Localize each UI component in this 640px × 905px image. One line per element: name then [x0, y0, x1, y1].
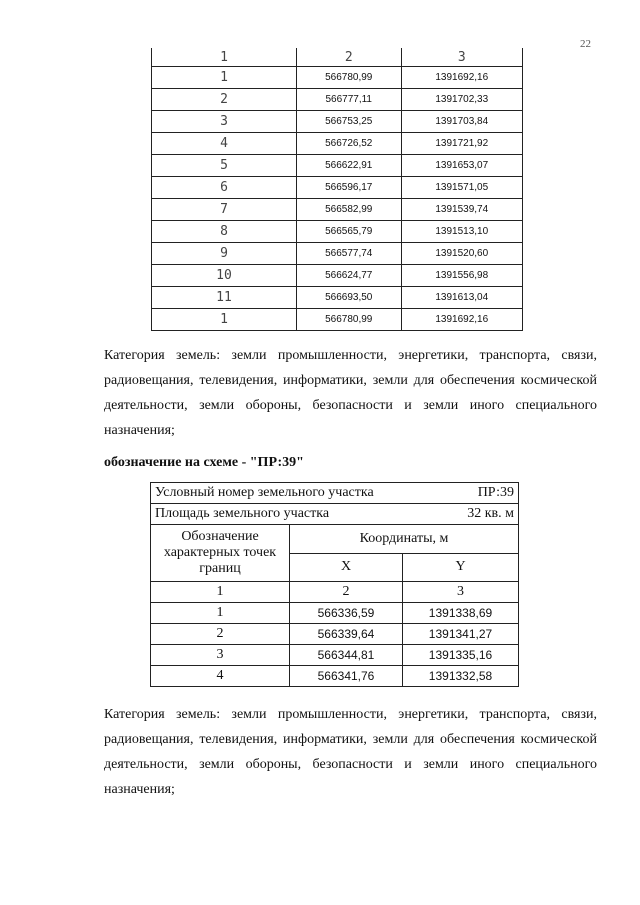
x-coordinate: 566565,79 [296, 221, 401, 243]
point-number: 6 [152, 177, 297, 199]
table-row [152, 111, 523, 133]
x-coordinate: 566622,91 [296, 155, 401, 177]
table-row [151, 645, 519, 666]
y-coordinate: 1391721,92 [401, 133, 522, 155]
land-category-paragraph [104, 702, 597, 802]
plot-number-label: Условный номер земельного участка [155, 485, 374, 500]
table-row [152, 177, 523, 199]
table-row [151, 624, 519, 645]
table-row [152, 89, 523, 111]
y-coordinate: 1391692,16 [401, 67, 522, 89]
point-number: 11 [152, 287, 297, 309]
table-row [151, 666, 519, 687]
table-row [152, 221, 523, 243]
y-header: Y [403, 553, 519, 582]
point-number: 8 [152, 221, 297, 243]
table-row [151, 603, 519, 624]
x-coordinate: 566344,81 [290, 645, 403, 666]
page-number: 22 [580, 38, 591, 50]
x-coordinate: 566624,77 [296, 265, 401, 287]
point-number: 4 [151, 666, 290, 687]
table-row [152, 155, 523, 177]
y-coordinate: 1391338,69 [403, 603, 519, 624]
table-row [152, 243, 523, 265]
paragraph-line: назначения; [104, 423, 175, 438]
paragraph-line: деятельности, земли обороны, безопасности и земли иного специального [104, 398, 597, 413]
x-coordinate: 566596,17 [296, 177, 401, 199]
x-coordinate: 566726,52 [296, 133, 401, 155]
header-cell: 2 [296, 48, 401, 67]
point-number: 2 [152, 89, 297, 111]
paragraph-line: радиовещания, телевидения, информатики, земли для обеспечения космической [104, 373, 597, 388]
paragraph-line: назначения; [104, 782, 175, 797]
y-coordinate: 1391332,58 [403, 666, 519, 687]
point-number: 9 [152, 243, 297, 265]
y-coordinate: 1391556,98 [401, 265, 522, 287]
coords-header-row [151, 525, 519, 554]
y-coordinate: 1391341,27 [403, 624, 519, 645]
column-number: 3 [403, 582, 519, 603]
coordinates-table-continued [151, 48, 523, 331]
plot-number-value: ПР:39 [477, 485, 514, 500]
land-plot-table [150, 482, 519, 687]
point-number: 7 [152, 199, 297, 221]
y-coordinate: 1391513,10 [401, 221, 522, 243]
column-number: 1 [151, 582, 290, 603]
column-number: 2 [290, 582, 403, 603]
paragraph-line: Категория земель: земли промышленности, энергетики, транспорта, связи, [104, 707, 597, 722]
x-coordinate: 566780,99 [296, 309, 401, 331]
plot-area-row [151, 504, 519, 525]
plot-number-cell [151, 483, 519, 504]
table-row [152, 287, 523, 309]
plot-area-label: Площадь земельного участка [155, 506, 330, 521]
x-coordinate: 566777,11 [296, 89, 401, 111]
point-number: 1 [152, 67, 297, 89]
land-category-paragraph [104, 343, 597, 443]
header-cell: 1 [152, 48, 297, 67]
coords-header: Координаты, м [290, 525, 519, 554]
x-coordinate: 566780,99 [296, 67, 401, 89]
point-number: 5 [152, 155, 297, 177]
x-coordinate: 566339,64 [290, 624, 403, 645]
y-coordinate: 1391520,60 [401, 243, 522, 265]
point-number: 10 [152, 265, 297, 287]
y-coordinate: 1391335,16 [403, 645, 519, 666]
x-coordinate: 566336,59 [290, 603, 403, 624]
header-cell: 3 [401, 48, 522, 67]
table-row [152, 67, 523, 89]
y-coordinate: 1391539,74 [401, 199, 522, 221]
plot-area-cell [151, 504, 519, 525]
table-row [152, 309, 523, 331]
points-header: Обозначение характерных точек границ [151, 525, 290, 582]
x-coordinate: 566577,74 [296, 243, 401, 265]
column-numbers-row [151, 582, 519, 603]
table-header-row [152, 48, 523, 67]
y-coordinate: 1391653,07 [401, 155, 522, 177]
scheme-designation-heading: обозначение на схеме - "ПР:39" [104, 455, 304, 470]
x-coordinate: 566753,25 [296, 111, 401, 133]
paragraph-line: Категория земель: земли промышленности, энергетики, транспорта, связи, [104, 348, 597, 363]
x-header: X [290, 553, 403, 582]
paragraph-line: деятельности, земли обороны, безопасности и земли иного специального [104, 757, 597, 772]
x-coordinate: 566341,76 [290, 666, 403, 687]
y-coordinate: 1391571,05 [401, 177, 522, 199]
point-number: 1 [152, 309, 297, 331]
point-number: 3 [152, 111, 297, 133]
y-coordinate: 1391702,33 [401, 89, 522, 111]
x-coordinate: 566582,99 [296, 199, 401, 221]
point-number: 4 [152, 133, 297, 155]
table-row [152, 133, 523, 155]
point-number: 2 [151, 624, 290, 645]
table-row [152, 265, 523, 287]
paragraph-line: радиовещания, телевидения, информатики, земли для обеспечения космической [104, 732, 597, 747]
plot-area-value: 32 кв. м [467, 506, 514, 521]
plot-number-row [151, 483, 519, 504]
table-row [152, 199, 523, 221]
x-coordinate: 566693,50 [296, 287, 401, 309]
y-coordinate: 1391703,84 [401, 111, 522, 133]
point-number: 1 [151, 603, 290, 624]
y-coordinate: 1391692,16 [401, 309, 522, 331]
point-number: 3 [151, 645, 290, 666]
y-coordinate: 1391613,04 [401, 287, 522, 309]
